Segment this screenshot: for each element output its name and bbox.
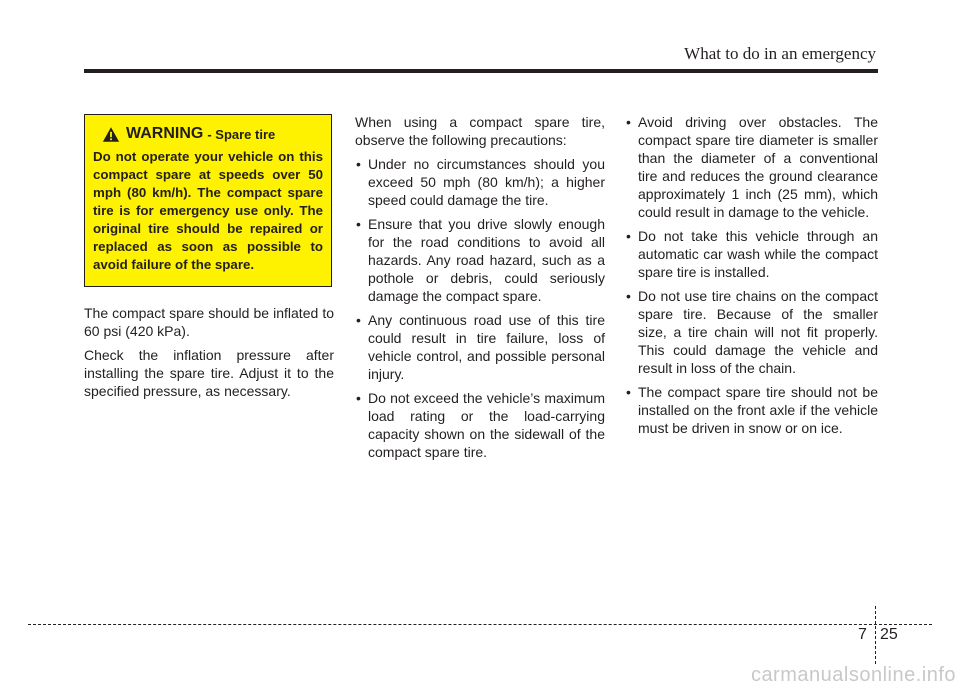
column-3 <box>625 113 878 443</box>
list-item-text: Avoid driving over obstacles. The compact spare tire diameter is smaller than the diameter of a conventional tire and reduces the ground clearance approximately 1 inch (25 mm), which could result in damage to the vehicle. <box>638 114 878 220</box>
list-item-text: Do not take this vehicle through an automatic car wash while the compact spare tire is installed. <box>638 228 878 280</box>
warning-text: Do not operate your vehicle on this compact spare at speeds over 50 mph (80 km/h). The compact spare tire is for emergency use only. The original tire should be repaired or replaced as soon as possible to avoid failure of the spare. <box>93 149 323 272</box>
warning-triangle-icon <box>102 126 120 143</box>
list-item <box>625 287 878 377</box>
intro-paragraph: When using a compact spare tire, observe the following precautions: <box>355 114 605 148</box>
list-item <box>625 227 878 281</box>
paragraph: The compact spare should be inflated to 60 psi (420 kPa). <box>84 305 334 339</box>
bullet-icon: • <box>356 216 361 232</box>
list-item <box>355 155 605 209</box>
chapter-number: 7 <box>858 626 867 643</box>
header-rule <box>84 69 878 73</box>
list-item <box>355 215 605 305</box>
bullet-icon: • <box>356 390 361 406</box>
list-item <box>355 389 605 461</box>
list-item-text: Ensure that you drive slowly enough for the road conditions to avoid all hazards. Any road hazard, such as a pothole or debris, could seriously damage the compact spare. <box>368 216 605 304</box>
warning-box <box>84 114 332 287</box>
warning-label: WARNING <box>126 125 204 142</box>
bullet-icon: • <box>626 384 631 400</box>
list-item <box>355 311 605 383</box>
list-item-text: Any continuous road use of this tire could result in tire failure, loss of vehicle control, and possible personal injury. <box>368 312 605 382</box>
watermark: carmanualsonline.info <box>750 664 956 686</box>
list-item <box>625 383 878 437</box>
bullet-icon: • <box>626 228 631 244</box>
column-2 <box>355 113 605 467</box>
paragraph: Check the inflation pressure after installing the spare tire. Adjust it to the specified pressure, as necessary. <box>84 347 334 399</box>
list-item-text: Do not use tire chains on the compact spare tire. Because of the smaller size, a tire chain will not fit properly. This could damage the vehicle and result in loss of the chain. <box>638 288 878 376</box>
warning-subtitle: - Spare tire <box>207 126 276 142</box>
precautions-list-continued <box>625 113 878 437</box>
bullet-icon: • <box>626 288 631 304</box>
list-item-text: Do not exceed the vehicle’s maximum load rating or the load-carrying capacity shown on the sidewall of the compact spare tire. <box>368 390 605 460</box>
column-1 <box>84 304 334 406</box>
section-title: What to do in an emergency <box>684 44 876 63</box>
list-item-text: Under no circumstances should you exceed 50 mph (80 km/h); a higher speed could damage the tire. <box>368 156 605 208</box>
bullet-icon: • <box>356 156 361 172</box>
list-item-text: The compact spare tire should not be installed on the front axle if the vehicle must be driven in snow or on ice. <box>638 384 878 436</box>
footer-rule <box>28 624 932 625</box>
bullet-icon: • <box>356 312 361 328</box>
warning-header <box>102 122 323 146</box>
precautions-list <box>355 155 605 461</box>
bullet-icon: • <box>626 114 631 130</box>
page-number: 25 <box>880 626 898 643</box>
list-item <box>625 113 878 221</box>
page-number-divider <box>875 606 876 664</box>
